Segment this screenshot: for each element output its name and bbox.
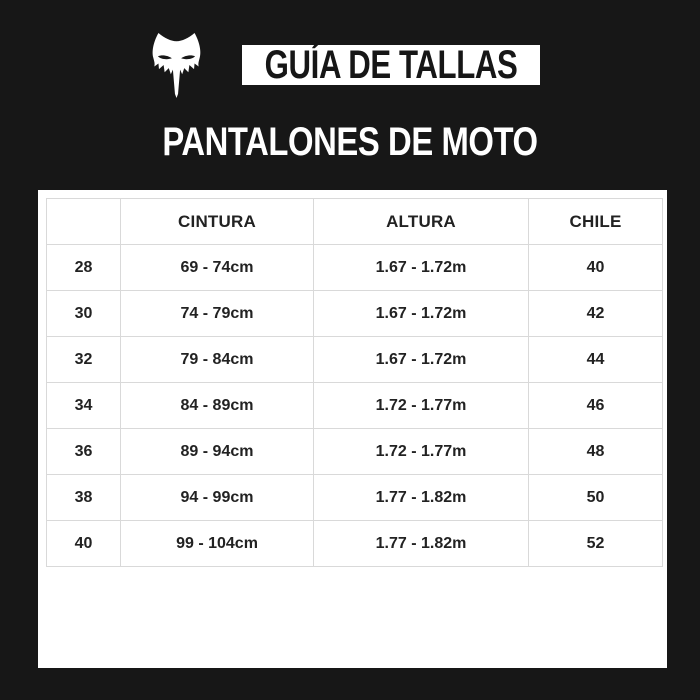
chile-cell: 52 <box>529 521 663 567</box>
page-subtitle: PANTALONES DE MOTO <box>162 120 538 164</box>
size-cell: 38 <box>47 475 121 521</box>
altura-cell: 1.72 - 1.77m <box>314 383 529 429</box>
chile-cell: 48 <box>529 429 663 475</box>
cintura-cell: 79 - 84cm <box>121 337 314 383</box>
column-header-altura: ALTURA <box>314 199 529 245</box>
altura-cell: 1.77 - 1.82m <box>314 521 529 567</box>
size-cell: 32 <box>47 337 121 383</box>
altura-cell: 1.67 - 1.72m <box>314 337 529 383</box>
cintura-cell: 69 - 74cm <box>121 245 314 291</box>
chile-cell: 42 <box>529 291 663 337</box>
table-row <box>47 291 663 337</box>
table-row <box>47 245 663 291</box>
size-cell: 36 <box>47 429 121 475</box>
size-table <box>46 198 663 567</box>
chile-cell: 44 <box>529 337 663 383</box>
cintura-cell: 99 - 104cm <box>121 521 314 567</box>
cintura-cell: 84 - 89cm <box>121 383 314 429</box>
table-row <box>47 383 663 429</box>
cintura-cell: 94 - 99cm <box>121 475 314 521</box>
cintura-cell: 89 - 94cm <box>121 429 314 475</box>
column-header-chile: CHILE <box>529 199 663 245</box>
table-row <box>47 475 663 521</box>
chile-cell: 40 <box>529 245 663 291</box>
table-row <box>47 521 663 567</box>
column-header-cintura: CINTURA <box>121 199 314 245</box>
page-title: GUÍA DE TALLAS <box>264 43 518 87</box>
altura-cell: 1.77 - 1.82m <box>314 475 529 521</box>
table-panel <box>38 190 667 668</box>
altura-cell: 1.67 - 1.72m <box>314 245 529 291</box>
cintura-cell: 74 - 79cm <box>121 291 314 337</box>
table-row <box>47 337 663 383</box>
table-row <box>47 429 663 475</box>
altura-cell: 1.67 - 1.72m <box>314 291 529 337</box>
chile-cell: 50 <box>529 475 663 521</box>
column-header-size <box>47 199 121 245</box>
fox-head-icon <box>148 32 205 98</box>
size-cell: 34 <box>47 383 121 429</box>
size-cell: 30 <box>47 291 121 337</box>
size-cell: 40 <box>47 521 121 567</box>
size-table-body <box>47 245 663 567</box>
chile-cell: 46 <box>529 383 663 429</box>
header-row <box>47 199 663 245</box>
size-cell: 28 <box>47 245 121 291</box>
size-table-head <box>47 199 663 245</box>
altura-cell: 1.72 - 1.77m <box>314 429 529 475</box>
title-banner <box>242 45 540 85</box>
